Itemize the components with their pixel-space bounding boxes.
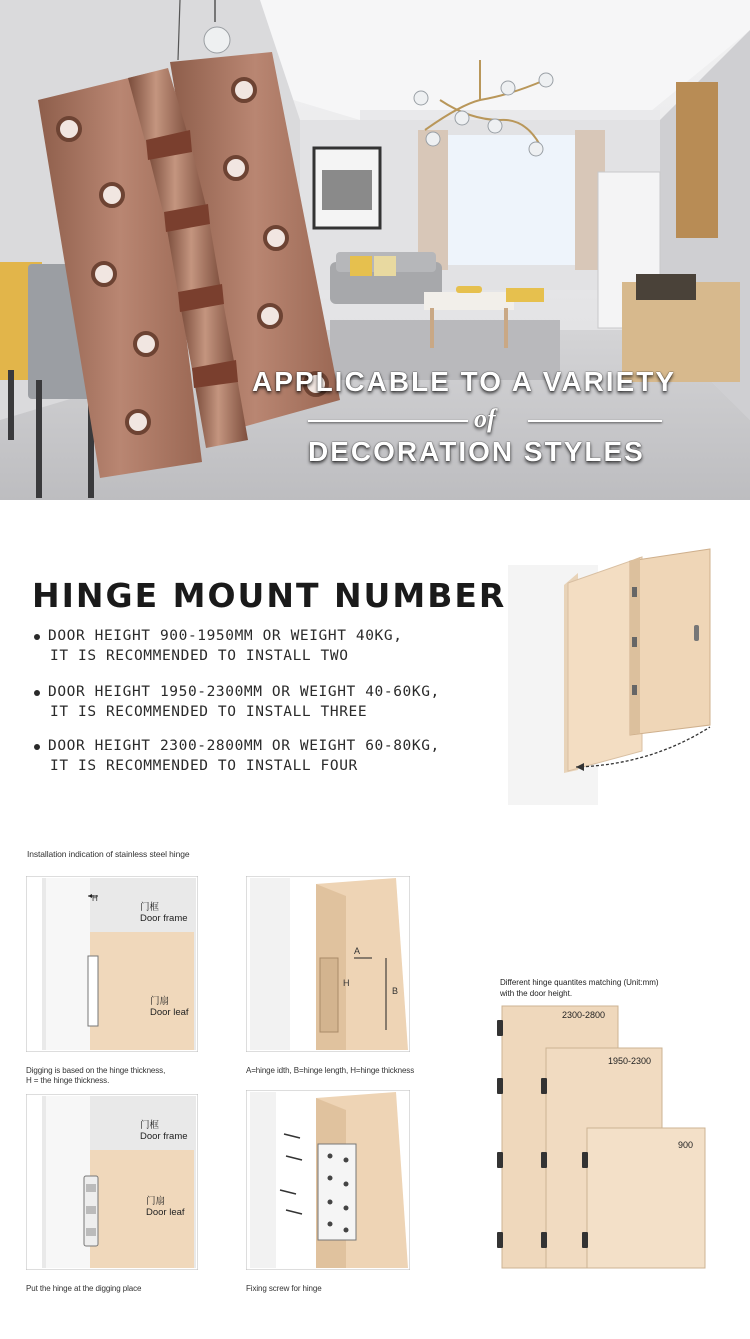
panel2-h-label: H bbox=[343, 978, 350, 988]
panel1-door-frame-label: 门框 Door frame bbox=[140, 902, 188, 924]
panel2-a-label: A bbox=[354, 946, 360, 956]
panel1-caption-line2: H = the hinge thickness. bbox=[26, 1076, 110, 1085]
panel1-caption-line1: Digging is based on the hinge thickness, bbox=[26, 1066, 166, 1075]
quantity-size-label: 900 bbox=[678, 1140, 694, 1150]
bullet-icon bbox=[34, 744, 40, 750]
quantity-size-label: 1950-2300 bbox=[608, 1056, 652, 1066]
diagram-fixing-screw bbox=[246, 1090, 410, 1270]
mount-item bbox=[34, 682, 440, 722]
mount-item-line2: IT IS RECOMMENDED TO INSTALL TWO bbox=[50, 648, 349, 664]
panel1-h-label: H bbox=[92, 894, 98, 903]
mount-title: HINGE MOUNT NUMBER bbox=[32, 576, 507, 615]
mount-item-line2: IT IS RECOMMENDED TO INSTALL FOUR bbox=[50, 758, 358, 774]
bullet-icon bbox=[34, 634, 40, 640]
mount-item-line1: DOOR HEIGHT 1950-2300MM OR WEIGHT 40-60KG, bbox=[48, 684, 440, 700]
panel3-door-frame-label: 门框 Door frame bbox=[140, 1120, 188, 1142]
panel1-door-leaf-label: 门扇 Door leaf bbox=[150, 996, 189, 1018]
quantity-size-label: 2300-2800 bbox=[562, 1010, 606, 1020]
diagram-dimensions bbox=[246, 876, 410, 1052]
hero-headline-line3: DECORATION STYLES bbox=[308, 436, 645, 467]
mount-item-line2: IT IS RECOMMENDED TO INSTALL THREE bbox=[50, 704, 368, 720]
headline-divider-right bbox=[528, 420, 662, 422]
living-room-scene bbox=[0, 0, 750, 500]
install-title: Installation indication of stainless steel hinge bbox=[27, 849, 190, 859]
mount-item bbox=[34, 626, 403, 666]
door-swing-illustration bbox=[500, 545, 730, 810]
mount-item bbox=[34, 736, 440, 776]
bullet-icon bbox=[34, 690, 40, 696]
quantities-title-line2: with the door height. bbox=[500, 989, 573, 998]
hero-headline-line1: APPLICABLE TO A VARIETY bbox=[252, 366, 677, 397]
headline-divider-left bbox=[308, 420, 468, 422]
panel3-caption: Put the hinge at the digging place bbox=[26, 1284, 142, 1293]
panel2-b-label: B bbox=[392, 986, 398, 996]
hinge-quantity-diagram bbox=[494, 1004, 714, 1270]
panel2-caption: A=hinge idth, B=hinge length, H=hinge thickness bbox=[246, 1066, 415, 1075]
panel4-caption: Fixing screw for hinge bbox=[246, 1284, 322, 1293]
hero-banner bbox=[0, 0, 750, 500]
quantities-title-line1: Different hinge quantites matching (Unit:mm) bbox=[500, 978, 659, 987]
mount-item-line1: DOOR HEIGHT 900-1950MM OR WEIGHT 40KG, bbox=[48, 628, 403, 644]
hero-headline-of: of bbox=[474, 404, 496, 433]
panel3-door-leaf-label: 门扇 Door leaf bbox=[146, 1196, 185, 1218]
mount-item-line1: DOOR HEIGHT 2300-2800MM OR WEIGHT 60-80KG, bbox=[48, 738, 440, 754]
